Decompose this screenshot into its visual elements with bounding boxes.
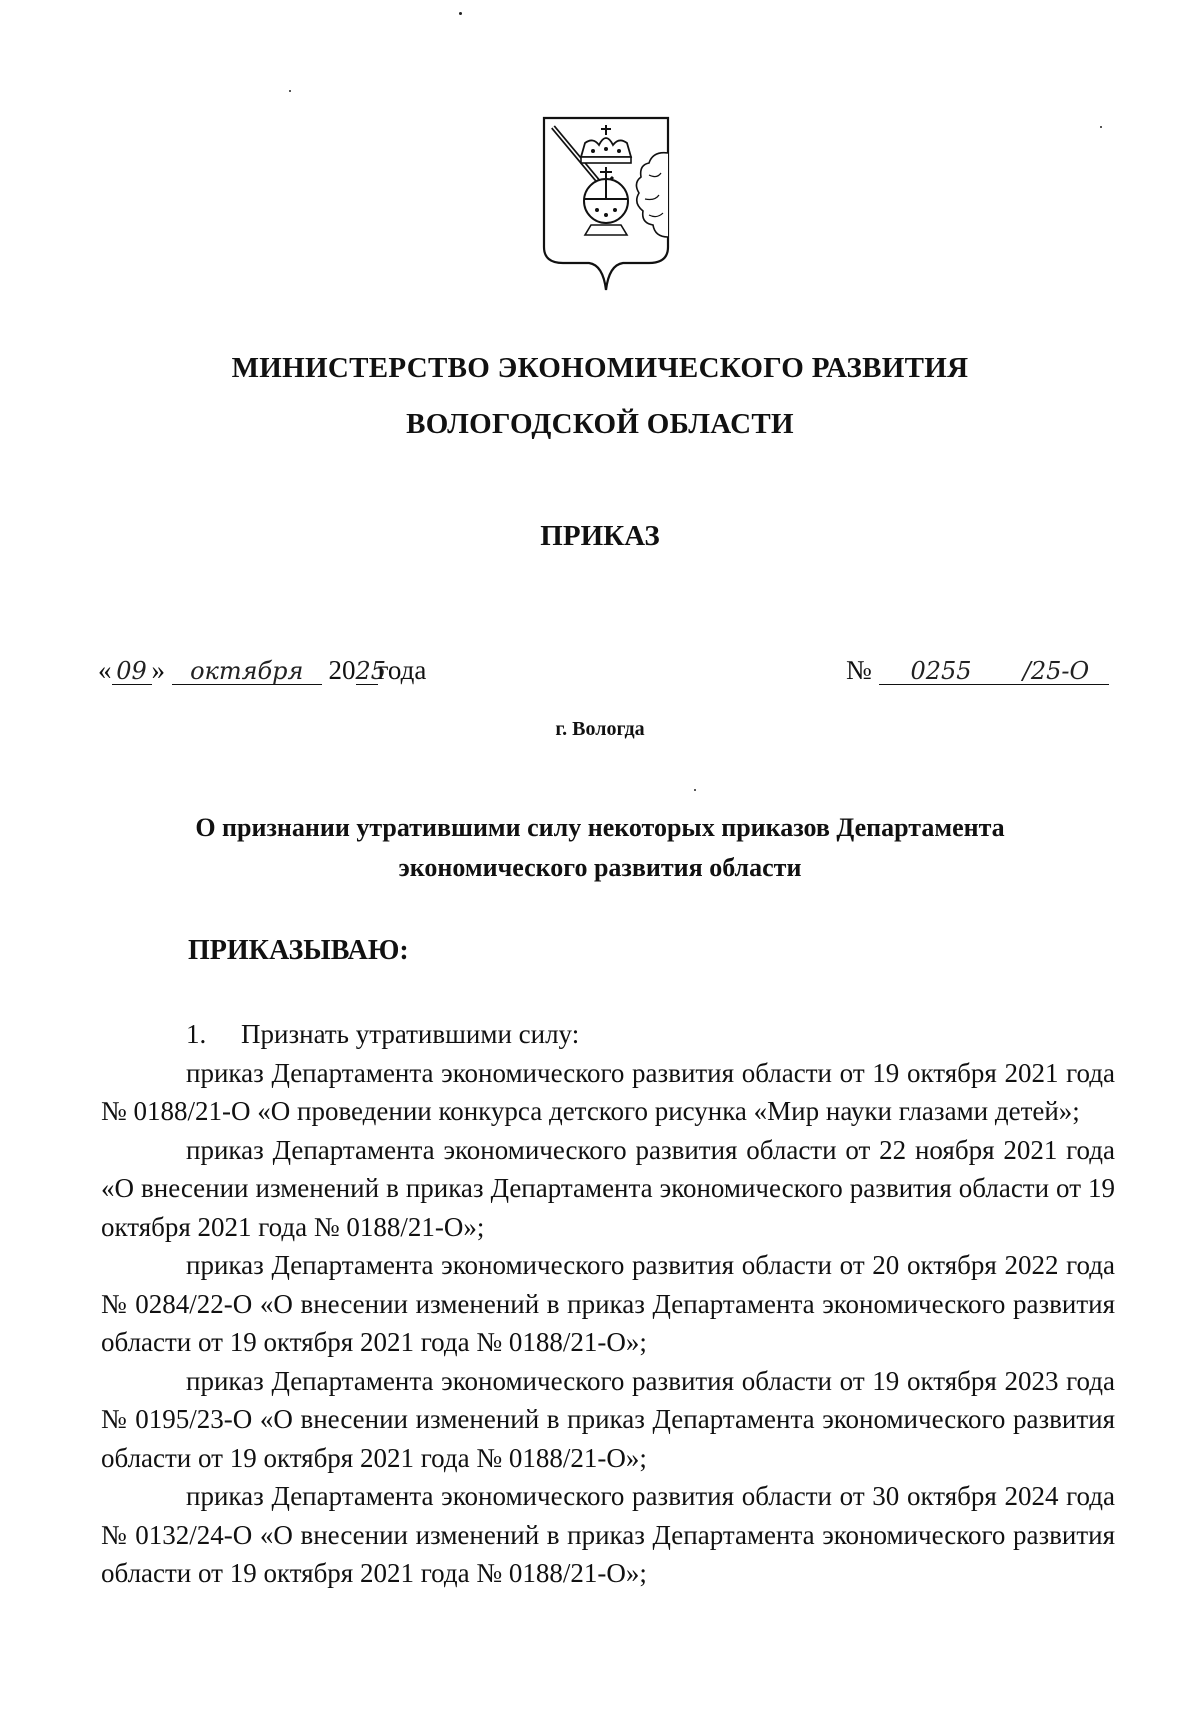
body-paragraph: приказ Департамента экономического развития области от 22 ноября 2021 года «О внесении изменений в приказ Департамента экономического развития области от 19 октября 2021 года № 0188/21-О»;	[101, 1134, 1115, 1242]
scan-speck	[459, 12, 462, 15]
list-item	[101, 1015, 1115, 1054]
document-date	[98, 655, 426, 686]
body-paragraph: приказ Департамента экономического развития области от 19 октября 2023 года № 0195/23-О «О внесении изменений в приказ Департамента экономического развития области от 19 октября 2021 года № 0188/21-О»;	[101, 1365, 1115, 1473]
order-word: ПРИКАЗЫВАЮ:	[188, 935, 409, 966]
date-year-word: года	[377, 655, 427, 685]
title-line2: экономического развития области	[398, 853, 802, 882]
date-open-quote: «	[98, 655, 112, 685]
document-body	[101, 1015, 1115, 1593]
scan-speck	[694, 789, 696, 791]
date-close-quote: »	[151, 655, 165, 685]
date-day: 09	[112, 658, 152, 685]
number-part1: 0255	[879, 658, 1004, 685]
date-year-prefix: 20	[328, 655, 356, 685]
document-number	[846, 655, 1109, 686]
date-year-suffix: 25	[355, 657, 387, 685]
ministry-name-line1: МИНИСТЕРСТВО ЭКОНОМИЧЕСКОГО РАЗВИТИЯ	[231, 352, 969, 384]
number-part2: /25-О	[1004, 658, 1109, 685]
date-month: октября	[172, 658, 322, 685]
body-paragraph: приказ Департамента экономического развития области от 20 октября 2022 года № 0284/22-О «О внесении изменений в приказ Департамента экономического развития области от 19 октября 2021 года № 0188/21-О»;	[101, 1250, 1115, 1357]
number-sign: №	[846, 655, 872, 685]
item-number: 1.	[186, 1019, 207, 1049]
document-title	[0, 808, 1200, 888]
scan-speck	[289, 90, 291, 92]
coat-of-arms-emblem	[541, 115, 671, 293]
scan-speck	[1100, 126, 1102, 128]
item-text: Признать утратившими силу:	[241, 1019, 580, 1049]
ministry-name-line2: ВОЛОГОДСКОЙ ОБЛАСТИ	[406, 408, 794, 440]
city: г. Вологда	[555, 718, 645, 740]
title-line1: О признании утратившими силу некоторых приказов Департамента	[195, 813, 1005, 842]
body-paragraph: приказ Департамента экономического развития области от 30 октября 2024 года № 0132/24-О «О внесении изменений в приказ Департамента экономического развития области от 19 октября 2021 года № 0188/21-О»;	[101, 1481, 1115, 1588]
document-type: ПРИКАЗ	[540, 520, 660, 552]
body-paragraph: приказ Департамента экономического развития области от 19 октября 2021 года № 0188/21-О «О проведении конкурса детского рисунка «Мир науки глазами детей»;	[101, 1057, 1115, 1126]
